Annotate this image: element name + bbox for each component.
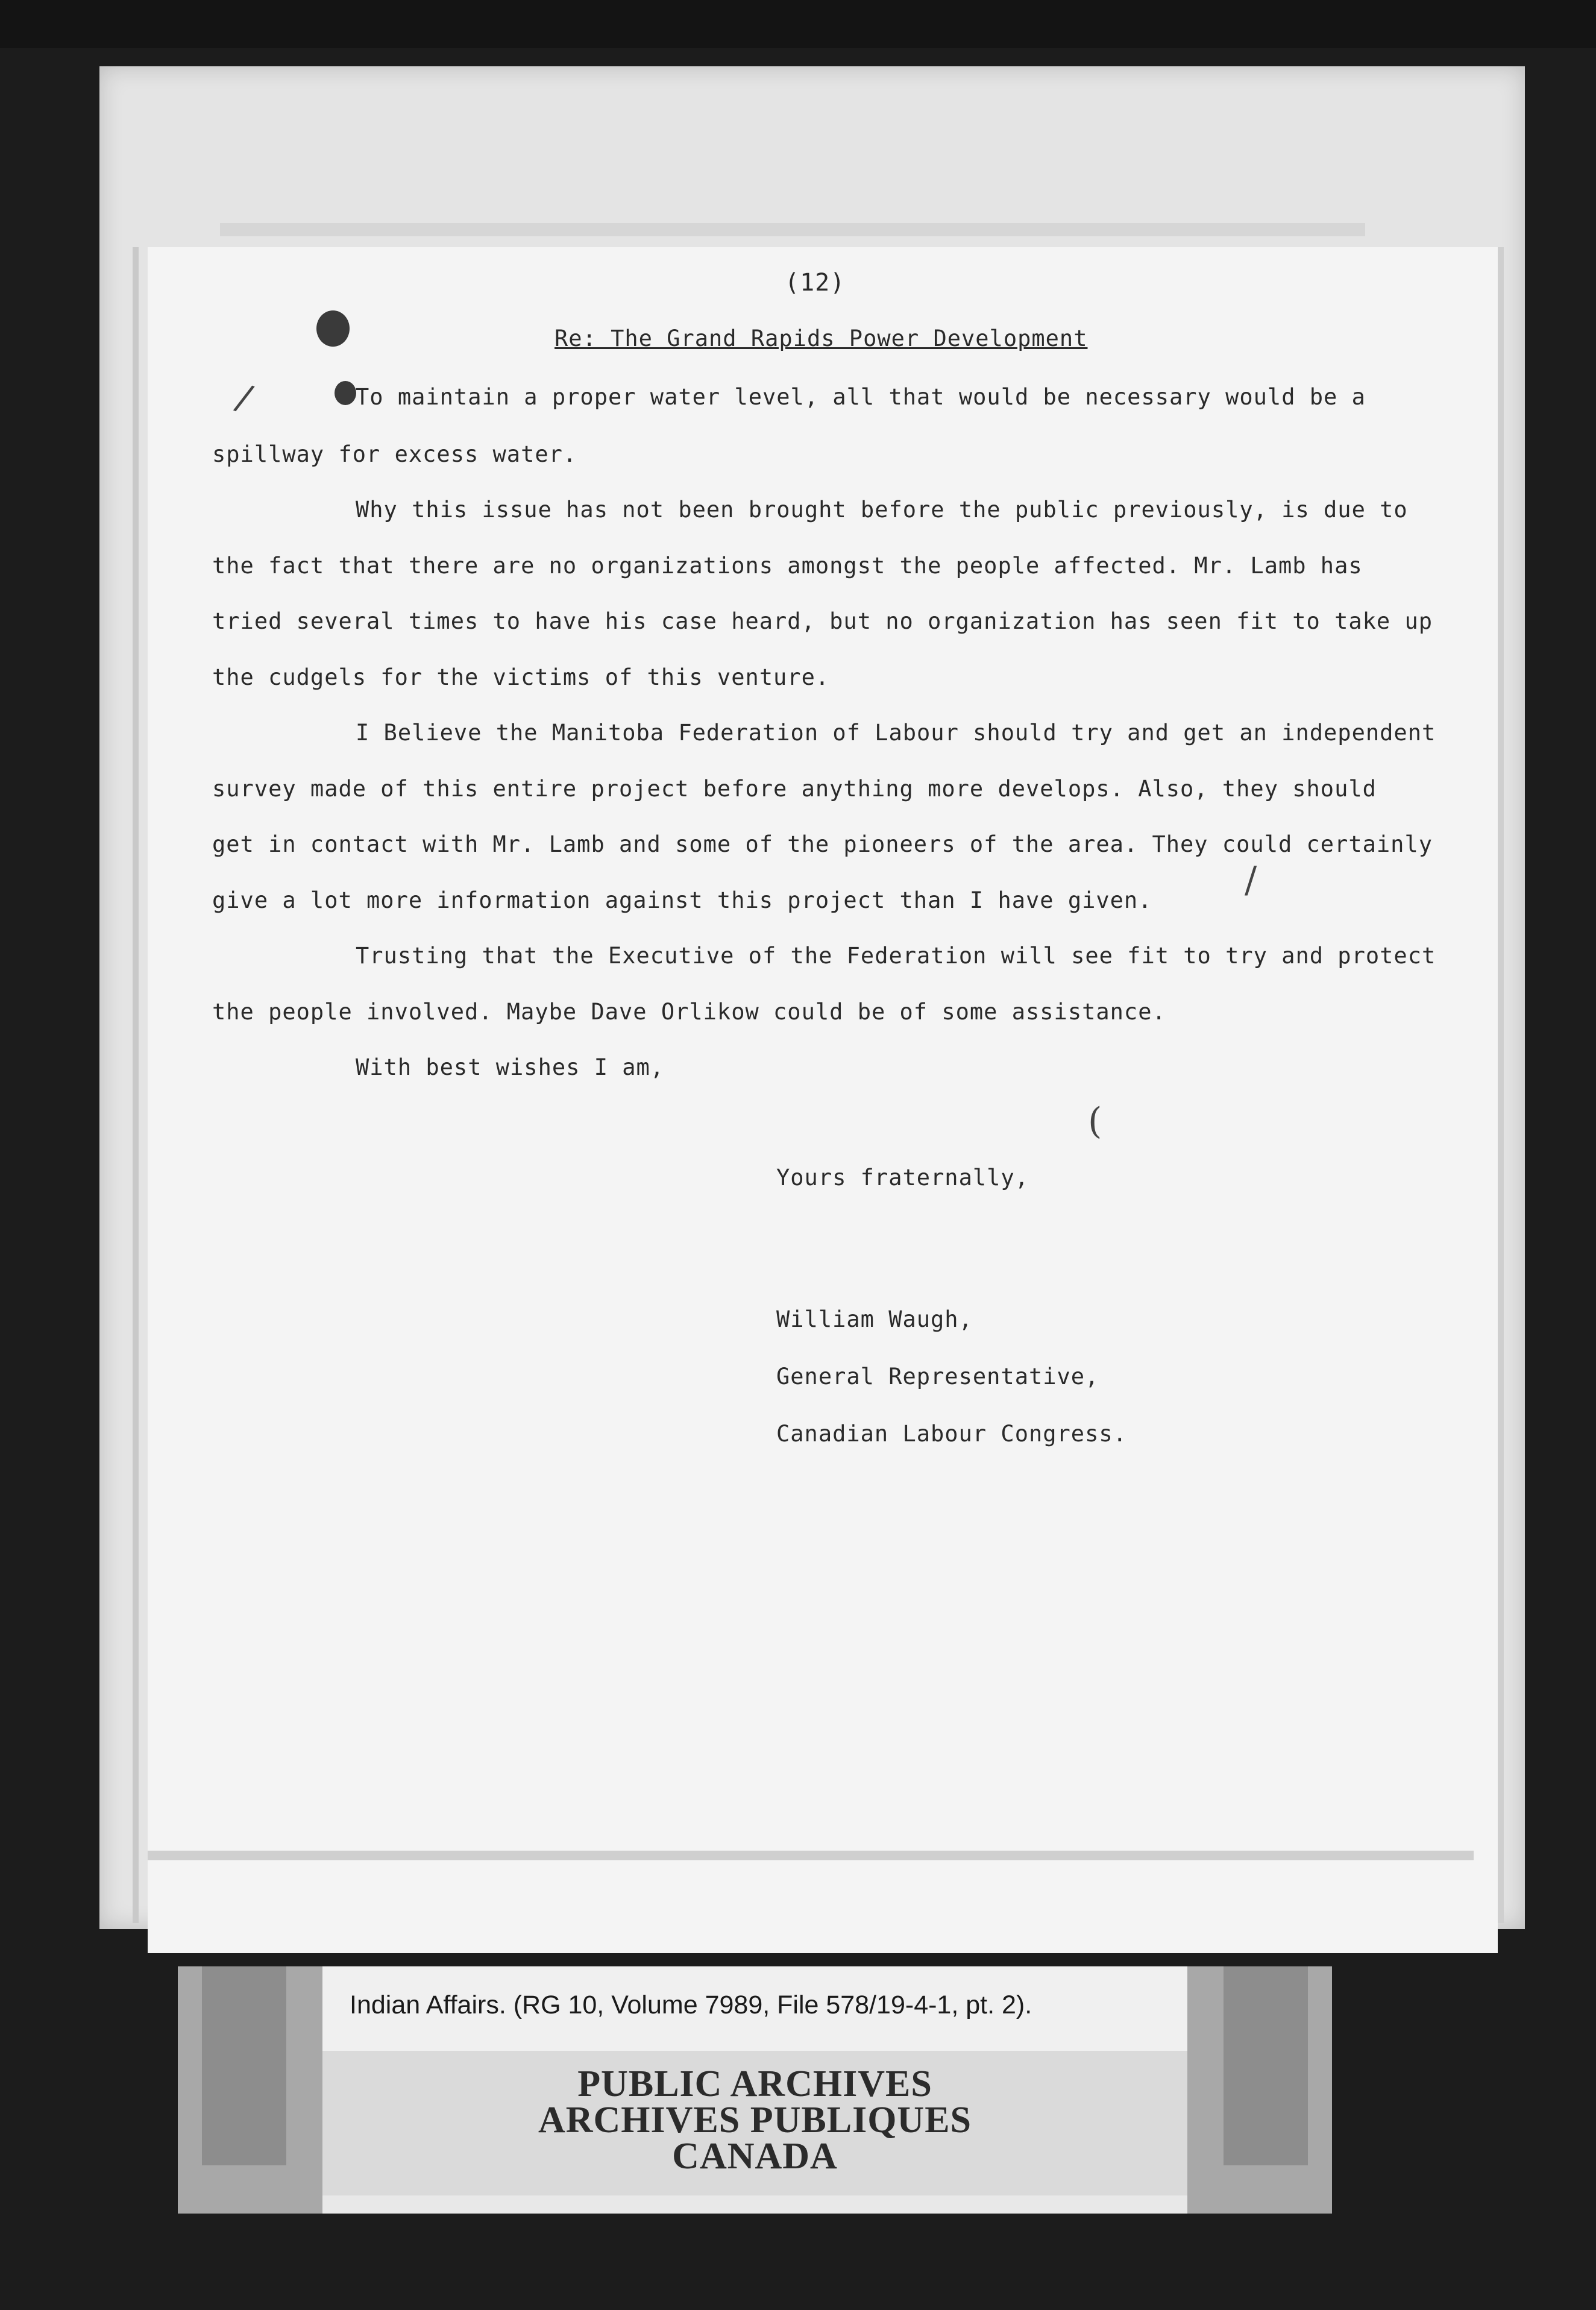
film-border-bottom (0, 2230, 1596, 2310)
signature-organization: Canadian Labour Congress. (776, 1421, 1127, 1447)
paragraph-line: the fact that there are no organizations amongst the people affected. Mr. Lamb has (212, 553, 1363, 579)
pen-mark: / (1245, 859, 1257, 901)
letter-heading: Re: The Grand Rapids Power Development (555, 326, 1088, 351)
sheet-right-edge (1498, 247, 1504, 1923)
film-border-top (0, 0, 1596, 48)
signature-name: William Waugh, (776, 1306, 973, 1332)
sheet-top-shadow (220, 223, 1365, 236)
sheet-left-edge (133, 247, 139, 1923)
ink-blot (335, 381, 356, 405)
label-bottom-card (322, 2195, 1187, 2214)
paragraph-line: To maintain a proper water level, all that would be necessary would be a (356, 384, 1366, 410)
archive-reference: Indian Affairs. (RG 10, Volume 7989, File 578/19-4-1, pt. 2). (350, 1991, 1032, 2019)
paragraph-line: Trusting that the Executive of the Federation will see fit to try and protect (356, 943, 1436, 969)
paragraph-line: tried several times to have his case heard, but no organization has seen fit to take up (212, 608, 1433, 634)
paragraph-line: the people involved. Maybe Dave Orlikow could be of some assistance. (212, 999, 1166, 1025)
paragraph-line: get in contact with Mr. Lamb and some of the pioneers of the area. They could certainly (212, 831, 1433, 857)
archive-stamp-line: CANADA (672, 2136, 838, 2177)
paragraph-line: Why this issue has not been brought before the public previously, is due to (356, 497, 1408, 523)
archive-stamp-line: ARCHIVES PUBLIQUES (538, 2100, 972, 2141)
signature-title: General Representative, (776, 1364, 1099, 1389)
paragraph-line: I Believe the Manitoba Federation of Labour should try and get an independent (356, 720, 1436, 746)
sheet-bottom-edge (148, 1851, 1474, 1860)
letter-closing: Yours fraternally, (776, 1165, 1029, 1191)
paragraph-line: spillway for excess water. (212, 441, 577, 467)
paragraph-line: With best wishes I am, (356, 1054, 665, 1080)
page-number: (12) (785, 269, 846, 297)
pen-mark: / (231, 376, 257, 420)
paragraph-line: give a lot more information against this project than I have given. (212, 887, 1152, 913)
archive-stamp-line: PUBLIC ARCHIVES (577, 2063, 932, 2104)
ink-blot (316, 310, 350, 347)
archive-label (178, 1966, 1332, 2214)
paragraph-line: survey made of this entire project before anything more develops. Also, they should (212, 776, 1377, 802)
paragraph-line: the cudgels for the victims of this venture. (212, 664, 830, 690)
pen-mark: ( (1088, 1100, 1102, 1142)
